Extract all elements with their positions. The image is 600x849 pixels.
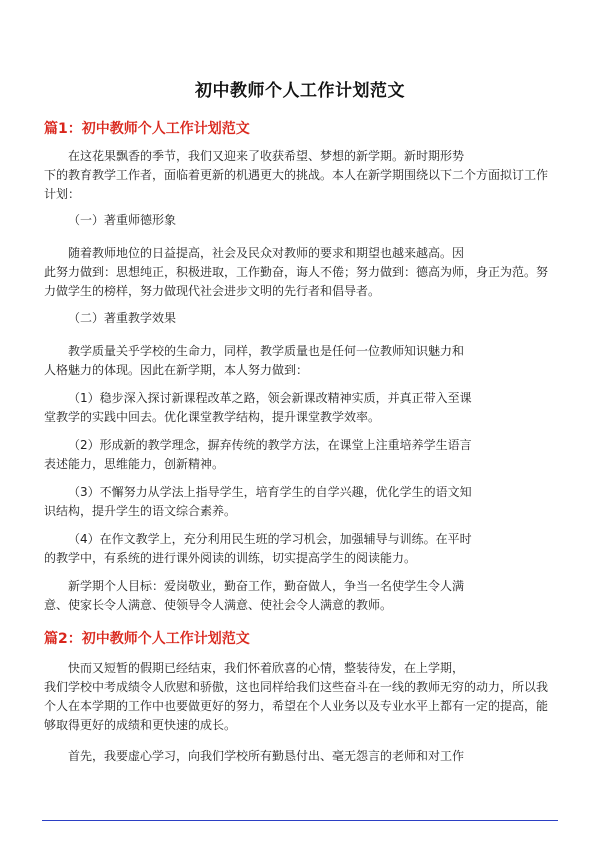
text-line: 人格魅力的体现。因此在新学期，本人努力做到：: [44, 363, 309, 377]
list-item-4: [44, 530, 584, 568]
text-line: 的教学中，有系统的进行课外阅读的训练，切实提高学生的阅读能力。: [44, 551, 417, 565]
text-line: 首先，我要虚心学习，向我们学校所有勤恳付出、毫无怨言的老师和对工作: [68, 749, 465, 763]
document-title: 初中教师个人工作计划范文: [195, 81, 405, 101]
list-item-2: [44, 436, 584, 474]
text-line: 计划：: [44, 187, 81, 201]
section-2-heading: 篇2：初中教师个人工作计划范文: [44, 631, 250, 647]
text-line: 个人在本学期的工作中也要做更好的努力，希望在个人业务以及专业水平上都有一定的提高，能: [44, 699, 549, 713]
personal-goal: [44, 577, 584, 615]
text-line: （2）形成新的教学理念，摒弃传统的教学方法，在课堂上注重培养学生语言: [68, 438, 472, 452]
text-line: 我们学校中考成绩令人欣慰和骄傲，这也同样给我们这些奋斗在一线的教师无穷的动力，所以我: [44, 680, 549, 694]
section-2-first: [44, 747, 584, 766]
text-line: 快而又短暂的假期已经结束，我们怀着欣喜的心情，整装待发，在上学期，: [68, 661, 465, 675]
list-item-1: [44, 389, 584, 427]
text-line: 此努力做到：思想纯正，积极进取，工作勤奋，诲人不倦；努力做到：德高为师，身正为范。努: [44, 265, 549, 279]
text-line: 识结构，提升学生的语文综合素养。: [44, 504, 237, 518]
section-1-heading: 篇1：初中教师个人工作计划范文: [44, 121, 250, 137]
text-line: 堂教学的实践中回去。优化课堂教学结构，提升课堂教学效率。: [44, 410, 381, 424]
subsection-2-body: [44, 342, 584, 380]
text-line: 在这花果飘香的季节，我们又迎来了收获希望、梦想的新学期。新时期形势: [68, 149, 465, 163]
subsection-1-body: [44, 244, 584, 301]
text-line: 随着教师地位的日益提高，社会及民众对教师的要求和期望也越来越高。因: [68, 246, 465, 260]
text-line: （1）稳步深入探讨新课程改革之路，领会新课改精神实质，并真正带入至课: [68, 391, 472, 405]
text-line: 意、使家长令人满意、使领导令人满意、使社会令人满意的教师。: [44, 598, 393, 612]
section-1-intro: [44, 147, 584, 204]
text-line: 教学质量关乎学校的生命力，同样，教学质量也是任何一位教师知识魅力和: [68, 344, 465, 358]
subheading-1: （一）著重师德形象: [68, 213, 177, 227]
section-2-intro: [44, 659, 584, 735]
text-line: 够取得更好的成绩和更快速的成长。: [44, 718, 237, 732]
text-line: （4）在作文教学上，充分利用民生班的学习机会，加强辅导与训练。在平时: [68, 532, 472, 546]
footer-rule: [42, 820, 558, 821]
text-line: 新学期个人目标：爱岗敬业，勤奋工作，勤奋做人，争当一名使学生令人满: [68, 579, 465, 593]
text-line: 下的教育教学工作者，面临着更新的机遇更大的挑战。本人在新学期围绕以下二个方面拟订工作: [44, 168, 549, 182]
text-line: （3）不懈努力从学法上指导学生，培育学生的自学兴趣，优化学生的语文知: [68, 485, 472, 499]
list-item-3: [44, 483, 584, 521]
text-line: 力做学生的榜样，努力做现代社会进步文明的先行者和倡导者。: [44, 284, 381, 298]
subheading-2: （二）著重教学效果: [68, 311, 177, 325]
text-line: 表述能力，思维能力，创新精神。: [44, 457, 225, 471]
